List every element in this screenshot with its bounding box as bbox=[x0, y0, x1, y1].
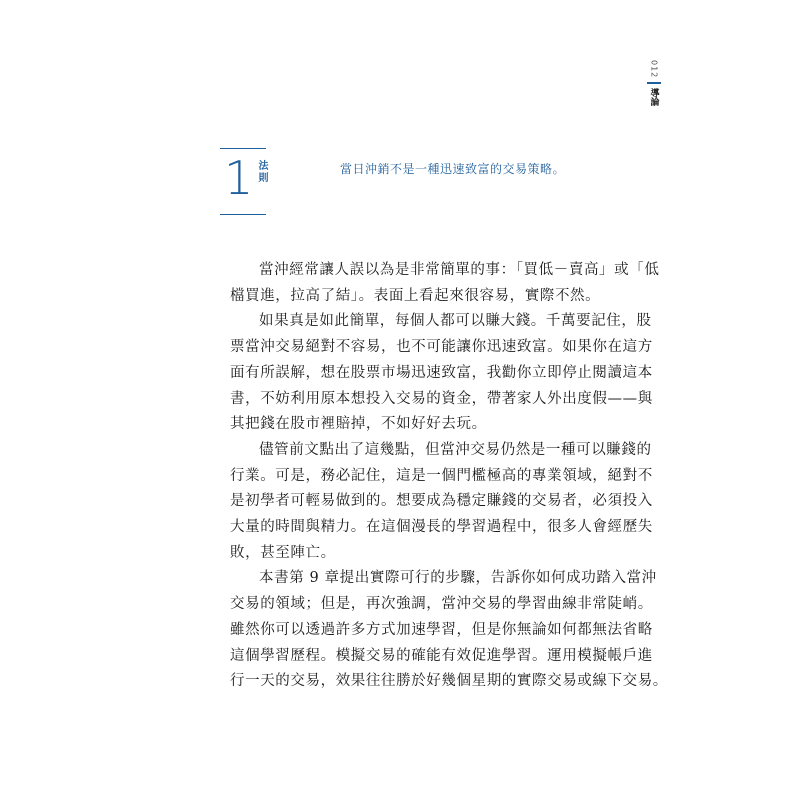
rule-bottom-divider bbox=[220, 214, 266, 215]
text-line: 儘管前文點出了這幾點，但當沖交易仍然是一種可以賺錢的 bbox=[259, 441, 652, 458]
text-line: 雖然你可以透過許多方式加速學習，但是你無論如何都無法省略 bbox=[230, 621, 653, 638]
running-head bbox=[644, 60, 664, 106]
paragraph-3 bbox=[230, 438, 653, 567]
page-number: 012 bbox=[649, 60, 659, 79]
rule-statement: 當日沖銷不是一種迅速致富的交易策略。 bbox=[340, 162, 566, 176]
text-line: 如果真是如此簡單，每個人都可以賺大錢。千萬要記住，股 bbox=[259, 313, 652, 330]
rule-label: 法則 bbox=[256, 160, 267, 184]
body-text bbox=[230, 258, 668, 695]
text-line: 書，不妨利用原本想投入交易的資金，帶著家人外出度假——與 bbox=[230, 390, 653, 407]
rule-top-divider bbox=[220, 148, 266, 149]
paragraph-2 bbox=[230, 309, 653, 438]
text-line: 交易的領域；但是，再次強調，當沖交易的學習曲線非常陡峭。 bbox=[230, 596, 653, 613]
text-line: 是初學者可輕易做到的。想要成為穩定賺錢的交易者，必須投入 bbox=[230, 493, 653, 510]
paragraph-4 bbox=[230, 566, 668, 695]
paragraph-1 bbox=[230, 258, 660, 309]
text-line: 敗，甚至陣亡。 bbox=[230, 544, 336, 561]
text-line: 其把錢在股市裡賠掉，不如好好去玩。 bbox=[230, 416, 487, 433]
section-title: 導論 bbox=[648, 88, 659, 107]
text-line: 檔買進，拉高了結」。表面上看起來很容易，實際不然。 bbox=[230, 287, 601, 304]
text-line: 大量的時間與精力。在這個漫長的學習過程中，很多人會經歷失 bbox=[230, 519, 653, 536]
text-line: 本書第 9 章提出實際可行的步驟，告訴你如何成功踏入當沖 bbox=[259, 570, 657, 587]
rule-number: 1 bbox=[224, 151, 254, 205]
text-line: 票當沖交易絕對不容易，也不可能讓你迅速致富。如果你在這方 bbox=[230, 339, 653, 356]
text-line: 行業。可是，務必記住，這是一個門檻極高的專業領域，絕對不 bbox=[230, 467, 653, 484]
text-line: 當沖經常讓人誤以為是非常簡單的事：「買低－賣高」或「低 bbox=[259, 262, 660, 278]
header-divider bbox=[647, 82, 661, 84]
text-line: 這個學習歷程。模擬交易的確能有效促進學習。運用模擬帳戶進 bbox=[230, 647, 653, 664]
rule-block bbox=[220, 148, 640, 218]
text-line: 面有所誤解，想在股票市場迅速致富，我勸你立即停止閱讀這本 bbox=[230, 364, 653, 381]
text-line: 行一天的交易，效果往往勝於好幾個星期的實際交易或線下交易。 bbox=[230, 673, 668, 690]
